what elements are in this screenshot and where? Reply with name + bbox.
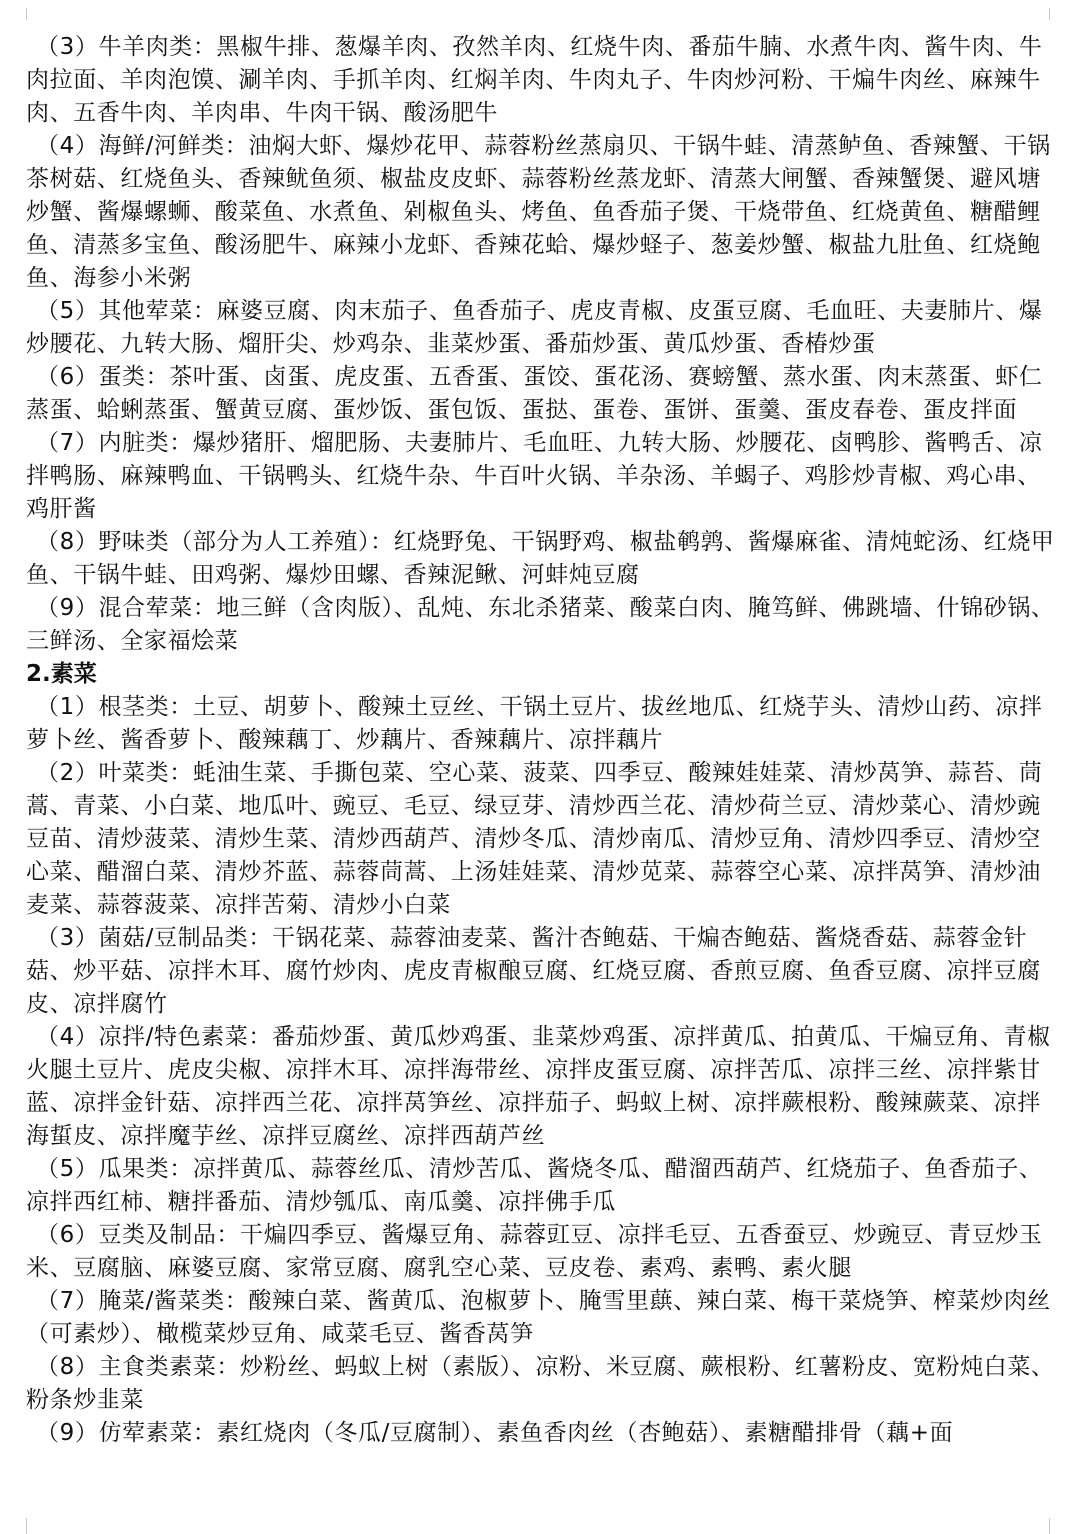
item-index: （7）	[36, 430, 99, 456]
item-text: 菌菇/豆制品类：干锅花菜、蒜蓉油麦菜、酱汁杏鲍菇、干煸杏鲍菇、酱烧香菇、蒜蓉金针菇、炒平菇、凉拌木耳、腐竹炒肉、虎皮青椒酿豆腐、红烧豆腐、香煎豆腐、鱼香豆腐、凉拌豆腐皮、凉拌腐竹	[26, 925, 1041, 1017]
section-heading-vegetables: 2.素菜	[26, 661, 97, 687]
item-index: （2）	[36, 760, 99, 786]
item-text: 内脏类：爆炒猪肝、熘肥肠、夫妻肺片、毛血旺、九转大肠、炒腰花、卤鸭胗、酱鸭舌、凉拌鸭肠、麻辣鸭血、干锅鸭头、红烧牛杂、牛百叶火锅、羊杂汤、羊蝎子、鸡胗炒青椒、鸡心串、鸡肝酱	[26, 430, 1043, 522]
item-index: （8）	[36, 529, 99, 555]
list-item	[26, 1021, 1060, 1153]
page-corner-mark	[1049, 8, 1060, 20]
item-text: 豆类及制品：干煸四季豆、酱爆豆角、蒜蓉豇豆、凉拌毛豆、五香蚕豆、炒豌豆、青豆炒玉米、豆腐脑、麻婆豆腐、家常豆腐、腐乳空心菜、豆皮卷、素鸡、素鸭、素火腿	[26, 1222, 1043, 1281]
item-index: （1）	[36, 694, 99, 720]
item-index: （5）	[36, 298, 99, 324]
item-index: （4）	[36, 133, 99, 159]
list-item	[26, 295, 1060, 361]
item-index: （8）	[36, 1354, 99, 1380]
item-text: 蛋类：茶叶蛋、卤蛋、虎皮蛋、五香蛋、蛋饺、蛋花汤、赛螃蟹、蒸水蛋、肉末蒸蛋、虾仁蒸蛋、蛤蜊蒸蛋、蟹黄豆腐、蛋炒饭、蛋包饭、蛋挞、蛋卷、蛋饼、蛋羹、蛋皮春卷、蛋皮拌面	[26, 364, 1043, 423]
document-page	[26, 31, 1060, 1450]
item-text: 海鲜/河鲜类：油焖大虾、爆炒花甲、蒜蓉粉丝蒸扇贝、干锅牛蛙、清蒸鲈鱼、香辣蟹、干锅茶树菇、红烧鱼头、香辣鱿鱼须、椒盐皮皮虾、蒜蓉粉丝蒸龙虾、清蒸大闸蟹、香辣蟹煲、避风塘炒蟹、酱爆螺蛳、酸菜鱼、水煮鱼、剁椒鱼头、烤鱼、鱼香茄子煲、干烧带鱼、红烧黄鱼、糖醋鲤鱼、清蒸多宝鱼、酸汤肥牛、麻辣小龙虾、香辣花蛤、爆炒蛏子、葱姜炒蟹、椒盐九肚鱼、红烧鲍鱼、海参小米粥	[26, 133, 1051, 291]
item-text: 牛羊肉类：黑椒牛排、葱爆羊肉、孜然羊肉、红烧牛肉、番茄牛腩、水煮牛肉、酱牛肉、牛肉拉面、羊肉泡馍、涮羊肉、手抓羊肉、红焖羊肉、牛肉丸子、牛肉炒河粉、干煸牛肉丝、麻辣牛肉、五香牛肉、羊肉串、牛肉干锅、酸汤肥牛	[26, 34, 1043, 126]
meat-section	[26, 31, 1060, 658]
item-index: （9）	[36, 1420, 99, 1446]
item-text: 根茎类：土豆、胡萝卜、酸辣土豆丝、干锅土豆片、拔丝地瓜、红烧芋头、清炒山药、凉拌萝卜丝、酱香萝卜、酸辣藕丁、炒藕片、香辣藕片、凉拌藕片	[26, 694, 1043, 753]
item-index: （9）	[36, 595, 99, 621]
list-item	[26, 361, 1060, 427]
item-index: （4）	[36, 1024, 99, 1050]
item-text: 腌菜/酱菜类：酸辣白菜、酱黄瓜、泡椒萝卜、腌雪里蕻、辣白菜、梅干菜烧笋、榨菜炒肉丝（可素炒）、橄榄菜炒豆角、咸菜毛豆、酱香莴笋	[26, 1288, 1051, 1347]
item-text: 瓜果类：凉拌黄瓜、蒜蓉丝瓜、清炒苦瓜、酱烧冬瓜、醋溜西葫芦、红烧茄子、鱼香茄子、凉拌西红柿、糖拌番茄、清炒瓠瓜、南瓜羹、凉拌佛手瓜	[26, 1156, 1043, 1215]
list-item	[26, 1417, 1060, 1450]
page-corner-mark	[0, 8, 27, 20]
item-text: 混合荤菜：地三鲜（含肉版）、乱炖、东北杀猪菜、酸菜白肉、腌笃鲜、佛跳墙、什锦砂锅、三鲜汤、全家福烩菜	[26, 595, 1055, 654]
list-item	[26, 757, 1060, 922]
item-text: 其他荤菜：麻婆豆腐、肉末茄子、鱼香茄子、虎皮青椒、皮蛋豆腐、毛血旺、夫妻肺片、爆炒腰花、九转大肠、熘肝尖、炒鸡杂、韭菜炒蛋、番茄炒蛋、黄瓜炒蛋、香椿炒蛋	[26, 298, 1043, 357]
list-item	[26, 691, 1060, 757]
item-index: （7）	[36, 1288, 99, 1314]
page-corner-mark	[1049, 1518, 1060, 1534]
list-item	[26, 592, 1060, 658]
list-item	[26, 526, 1060, 592]
list-item	[26, 427, 1060, 526]
list-item	[26, 922, 1060, 1021]
list-item	[26, 130, 1060, 295]
item-text: 野味类（部分为人工养殖）：红烧野兔、干锅野鸡、椒盐鹌鹑、酱爆麻雀、清炖蛇汤、红烧甲鱼、干锅牛蛙、田鸡粥、爆炒田螺、香辣泥鳅、河蚌炖豆腐	[26, 529, 1055, 588]
item-index: （3）	[36, 34, 99, 60]
item-text: 主食类素菜：炒粉丝、蚂蚁上树（素版）、凉粉、米豆腐、蕨根粉、红薯粉皮、宽粉炖白菜、粉条炒韭菜	[26, 1354, 1055, 1413]
item-index: （3）	[36, 925, 99, 951]
item-index: （5）	[36, 1156, 99, 1182]
list-item	[26, 1285, 1060, 1351]
item-index: （6）	[36, 1222, 99, 1248]
item-index: （6）	[36, 364, 99, 390]
item-text: 凉拌/特色素菜：番茄炒蛋、黄瓜炒鸡蛋、韭菜炒鸡蛋、凉拌黄瓜、拍黄瓜、干煸豆角、青椒火腿土豆片、虎皮尖椒、凉拌木耳、凉拌海带丝、凉拌皮蛋豆腐、凉拌苦瓜、凉拌三丝、凉拌紫甘蓝、凉拌金针菇、凉拌西兰花、凉拌莴笋丝、凉拌茄子、蚂蚁上树、凉拌蕨根粉、酸辣蕨菜、凉拌海蜇皮、凉拌魔芋丝、凉拌豆腐丝、凉拌西葫芦丝	[26, 1024, 1051, 1149]
list-item	[26, 1153, 1060, 1219]
item-text: 叶菜类：蚝油生菜、手撕包菜、空心菜、菠菜、四季豆、酸辣娃娃菜、清炒莴笋、蒜苔、茼蒿、青菜、小白菜、地瓜叶、豌豆、毛豆、绿豆芽、清炒西兰花、清炒荷兰豆、清炒菜心、清炒豌豆苗、清炒菠菜、清炒生菜、清炒西葫芦、清炒冬瓜、清炒南瓜、清炒豆角、清炒四季豆、清炒空心菜、醋溜白菜、清炒芥蓝、蒜蓉茼蒿、上汤娃娃菜、清炒苋菜、蒜蓉空心菜、凉拌莴笋、清炒油麦菜、蒜蓉菠菜、凉拌苦菊、清炒小白菜	[26, 760, 1043, 918]
veg-section	[26, 691, 1060, 1450]
list-item	[26, 1351, 1060, 1417]
list-item	[26, 31, 1060, 130]
list-item	[26, 1219, 1060, 1285]
item-text: 仿荤素菜：素红烧肉（冬瓜/豆腐制）、素鱼香肉丝（杏鲍菇）、素糖醋排骨（藕+面	[98, 1420, 954, 1446]
page-corner-mark	[0, 1518, 27, 1534]
